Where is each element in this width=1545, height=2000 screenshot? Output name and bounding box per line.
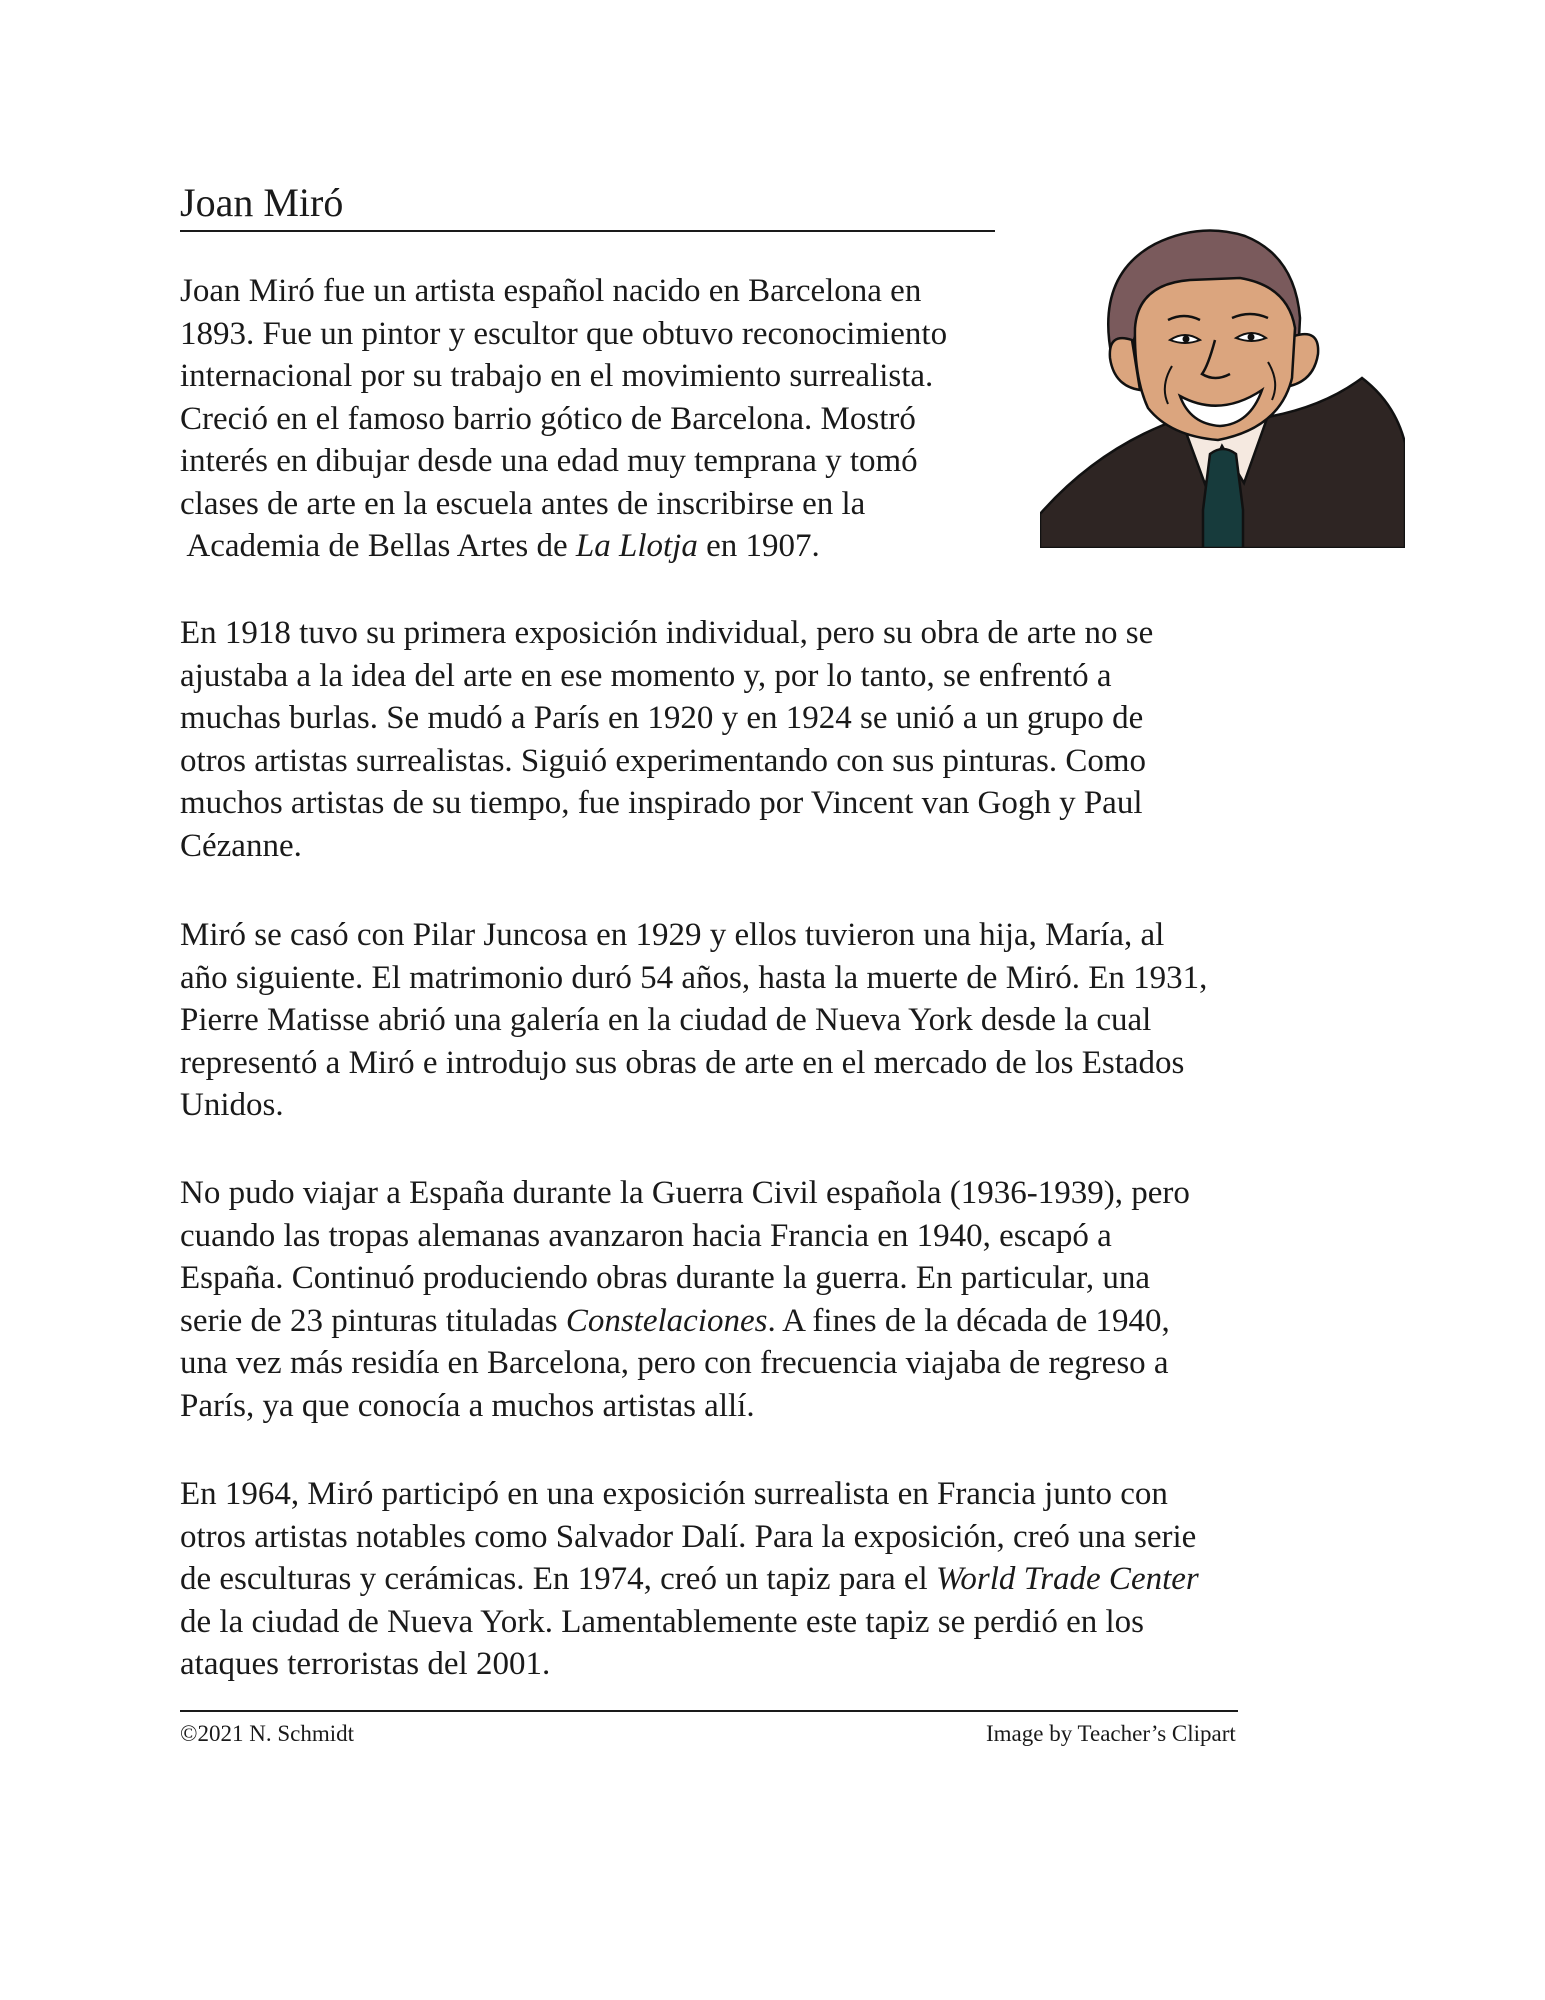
text-segment: . A fines de la década de 1940, — [767, 1302, 1170, 1339]
text-segment: ajustaba a la idea del arte en ese momento y, por lo tanto, se enfrentó a — [180, 657, 1112, 694]
text-line — [180, 825, 1153, 868]
text-segment: interés en dibujar desde una edad muy temprana y tomó — [180, 443, 918, 479]
text-line — [180, 355, 947, 398]
text-line — [180, 612, 1153, 655]
portrait-pupil-right — [1248, 334, 1255, 341]
paragraph-3 — [180, 914, 1207, 1127]
text-line — [180, 1172, 1190, 1215]
text-line — [180, 1042, 1207, 1085]
text-segment: de esculturas y cerámicas. En 1974, creó un tapiz para el — [180, 1561, 936, 1597]
text-segment: En 1918 tuvo su primera exposición individual, pero su obra de arte no se — [180, 615, 1154, 651]
paragraph-4 — [180, 1172, 1190, 1427]
text-segment: otros artistas surrealistas. Siguió experimentando con sus pinturas. Como — [180, 742, 1147, 779]
text-line — [180, 914, 1207, 957]
text-segment: cuando las tropas alemanas avanzaron hacia Francia en 1940, escapó a — [180, 1217, 1112, 1254]
text-segment: muchas burlas. Se mudó a París en 1920 y en 1924 se unió a un grupo de — [180, 700, 1144, 736]
text-line — [180, 1558, 1199, 1601]
text-line — [180, 782, 1153, 825]
text-line — [180, 1300, 1190, 1343]
text-line — [180, 525, 947, 568]
paragraph-2 — [180, 612, 1153, 867]
text-segment: serie de 23 pinturas tituladas — [180, 1302, 566, 1339]
text-line — [180, 270, 947, 313]
text-line — [180, 1385, 1190, 1428]
text-segment: 1893. Fue un pintor y escultor que obtuvo reconocimiento — [180, 315, 948, 352]
text-line — [180, 440, 947, 483]
portrait-pupil-left — [1183, 336, 1190, 343]
text-segment: representó a Miró e introdujo sus obras de arte en el mercado de los Estados — [180, 1044, 1185, 1081]
text-line — [180, 1084, 1207, 1127]
footer-divider — [180, 1710, 1238, 1712]
text-segment: clases de arte en la escuela antes de inscribirse en la — [180, 485, 866, 522]
text-line — [180, 999, 1207, 1042]
text-segment: otros artistas notables como Salvador Dalí. Para la exposición, creó una serie — [180, 1518, 1197, 1555]
page-title: Joan Miró — [180, 178, 995, 232]
text-line — [180, 740, 1153, 783]
text-segment: muchos artistas de su tiempo, fue inspirado por Vincent van Gogh y Paul — [180, 785, 1143, 821]
paragraph-5 — [180, 1473, 1199, 1686]
text-segment: París, ya que conocía a muchos artistas allí. — [180, 1387, 755, 1424]
text-line — [180, 1643, 1199, 1686]
text-segment: Joan Miró fue un artista español nacido en Barcelona en — [180, 273, 922, 309]
text-line — [180, 483, 947, 526]
text-line — [180, 398, 947, 441]
text-line — [180, 655, 1153, 698]
text-segment: En 1964, Miró participó en una exposición surrealista en Francia junto con — [180, 1476, 1168, 1512]
text-segment: España. Continuó produciendo obras durante la guerra. En particular, una — [180, 1260, 1151, 1296]
text-line — [180, 313, 947, 356]
text-segment: Miró se casó con Pilar Juncosa en 1929 y ellos tuvieron una hija, María, al — [180, 917, 1165, 953]
italic-title: Constelaciones — [565, 1302, 768, 1339]
portrait-tie — [1203, 449, 1243, 548]
text-segment: ataques terroristas del 2001. — [180, 1646, 551, 1682]
copyright-notice: ©2021 N. Schmidt — [180, 1721, 355, 1746]
text-segment: en 1907. — [697, 528, 820, 564]
text-line — [180, 1342, 1190, 1385]
text-line — [180, 697, 1153, 740]
text-segment: de la ciudad de Nueva York. Lamentablemente este tapiz se perdió en los — [180, 1603, 1145, 1640]
text-line — [180, 1215, 1190, 1258]
text-line — [180, 1257, 1190, 1300]
text-segment: Cézanne. — [180, 827, 302, 864]
text-line — [180, 1516, 1199, 1559]
text-line — [180, 1473, 1199, 1516]
text-segment: año siguiente. El matrimonio duró 54 años, hasta la muerte de Miró. En 1931, — [180, 959, 1208, 996]
text-segment: Pierre Matisse abrió una galería en la ciudad de Nueva York desde la cual — [180, 1002, 1152, 1038]
portrait-illustration — [1040, 228, 1405, 548]
italic-title: World Trade Center — [935, 1561, 1199, 1597]
text-line — [180, 1601, 1199, 1644]
text-segment: No pudo viajar a España durante la Guerra Civil española (1936-1939), pero — [180, 1175, 1190, 1211]
italic-title: La Llotja — [575, 528, 698, 564]
paragraph-1 — [180, 270, 947, 568]
text-segment: internacional por su trabajo en el movimiento surrealista. — [180, 358, 934, 394]
text-segment: una vez más residía en Barcelona, pero con frecuencia viajaba de regreso a — [180, 1345, 1169, 1381]
image-credit: Image by Teacher’s Clipart — [986, 1721, 1236, 1746]
text-segment: Unidos. — [180, 1087, 284, 1123]
text-segment: Academia de Bellas Artes de — [180, 528, 576, 564]
text-line — [180, 957, 1207, 1000]
text-segment: Creció en el famoso barrio gótico de Barcelona. Mostró — [180, 400, 916, 437]
